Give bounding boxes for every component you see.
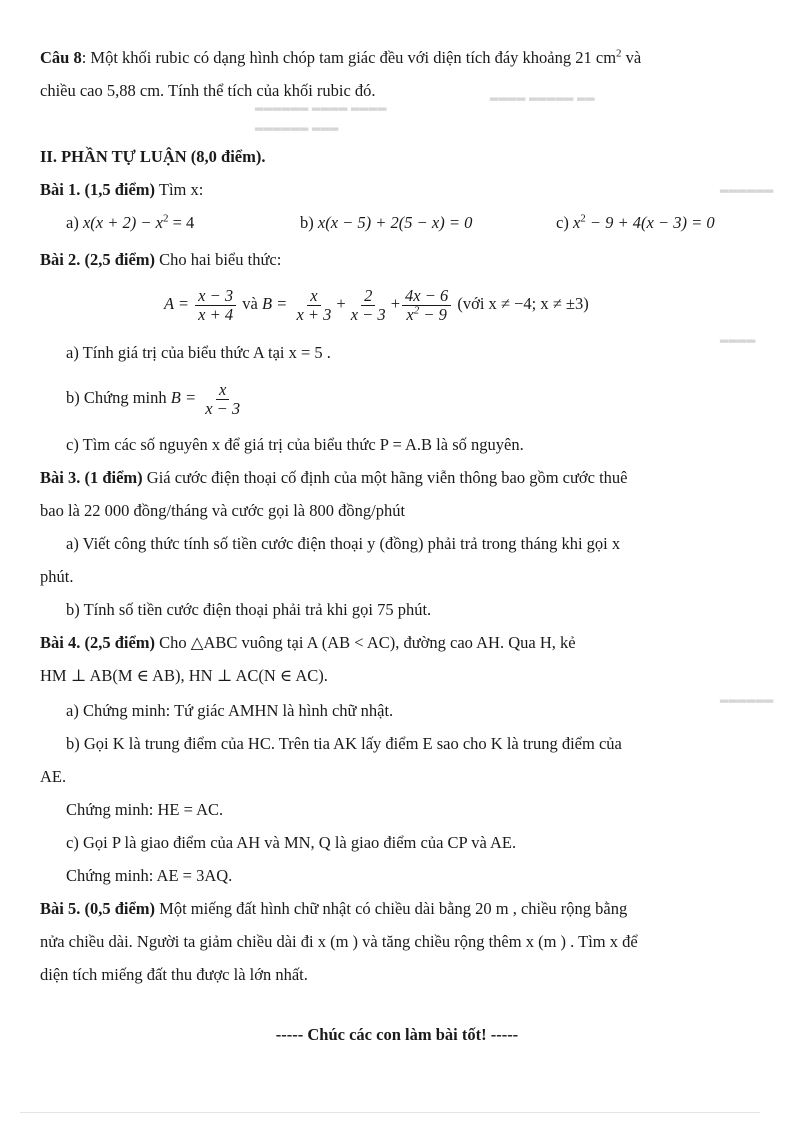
bai1-part-a: a) $x(x + 2) - x^2 = 4$ <box>66 212 195 232</box>
bai3-part-a-line-2: phút. <box>40 567 74 586</box>
bai2-formula-row: A = $\frac{x - 3}{x + 4}$ và B = $\frac{x}{x + 3}$ + $\frac{2}{x - 3}$ + $\frac{4x - 6}{x^2 - 9}$ (với x ≠ −4; x ≠ ±3) <box>164 285 589 324</box>
bleed-through-text: ▂▂▂▂▂▂ ▂▂▂▂ ▂▂▂▂ <box>255 99 387 111</box>
bai5-line-1: Bài 5. (0,5 điểm) Một miếng đất hình chữ nhật có chiều dài bằng 20 m , chiều rộng bằng <box>40 899 628 918</box>
bai2-heading: Bài 2. (2,5 điểm) Cho hai biểu thức: <box>40 250 282 269</box>
bai1-part-c: c) $x^2 - 9 + 4(x - 3) = 0$ <box>556 212 715 232</box>
bai4-part-c-line-1: c) Gọi P là giao điểm của AH và MN, Q là giao điểm của CP và AE. <box>66 833 517 852</box>
bai3-label: Bài 3. (1 điểm) <box>40 468 143 487</box>
bai3-line-2: bao là 22 000 đồng/tháng và cước gọi là 800 đồng/phút <box>40 501 406 520</box>
bai4-line-2: HM ⊥ AB(M ∈ AB), HN ⊥ AC(N ∈ AC). <box>40 666 328 685</box>
bai4-part-c-line-2: Chứng minh: AE = 3AQ. <box>66 866 233 885</box>
fraction-B-simplified: $\frac{x}{x - 3}$ <box>205 379 241 418</box>
fraction-B-term1: $\frac{x}{x + 3}$ <box>296 285 332 324</box>
bai5-line-2: nửa chiều dài. Người ta giảm chiều dài đi x (m ) và tăng chiều rộng thêm x (m ) . Tìm x để <box>40 932 638 951</box>
q8-line-2: chiều cao 5,88 cm. Tính thể tích của khối rubic đó. <box>40 81 376 100</box>
fraction-A: $\frac{x - 3}{x + 4}$ <box>195 287 236 324</box>
bai4-part-b-line-1: b) Gọi K là trung điểm của HC. Trên tia AK lấy điểm E sao cho K là trung điểm của <box>66 734 622 753</box>
bai2-part-a: a) Tính giá trị của biểu thức A tại x = 5 . <box>66 343 331 362</box>
bai2-condition: (với x ≠ −4; x ≠ ±3) <box>457 294 589 313</box>
bai2-part-c: c) Tìm các số nguyên x để giá trị của biểu thức P = A.B là số nguyên. <box>66 435 524 454</box>
bai3-part-b: b) Tính số tiền cước điện thoại phải trả khi gọi 75 phút. <box>66 600 432 619</box>
bleed-through-text: ▂▂▂▂ ▂▂▂▂▂ ▂▂ <box>490 89 596 101</box>
bai4-part-a: a) Chứng minh: Tứ giác AMHN là hình chữ nhật. <box>66 701 394 720</box>
bai1-heading: Bài 1. (1,5 điểm) Tìm x: <box>40 180 204 199</box>
bai3-part-a-line-1: a) Viết công thức tính số tiền cước điện thoại y (đồng) phải trả trong tháng khi gọi x <box>66 534 621 553</box>
bleed-through-text: ▂▂▂▂▂▂ ▂▂▂ <box>255 119 339 131</box>
bleed-through-text: ▂▂▂▂ <box>720 331 756 343</box>
bai4-line-1: Bài 4. (2,5 điểm) Cho △ABC vuông tại A (AB < AC), đường cao AH. Qua H, kẻ <box>40 633 576 652</box>
bleed-through-text: ▂▂▂▂▂▂ <box>720 181 774 193</box>
q8-line-1: Câu 8: Một khối rubic có dạng hình chóp tam giác đều với diện tích đáy khoảng 21 $cm^2$ và <box>40 47 642 67</box>
bleed-through-text: ▂▂▂▂▂▂ <box>720 691 774 703</box>
closing-message: ----- Chúc các con làm bài tốt! ----- <box>275 1025 519 1044</box>
bai1-label: Bài 1. (1,5 điểm) <box>40 180 156 199</box>
bai5-label: Bài 5. (0,5 điểm) <box>40 899 156 918</box>
fraction-B-term2: $\frac{2}{x - 3}$ <box>350 285 386 324</box>
bai4-label: Bài 4. (2,5 điểm) <box>40 633 156 652</box>
section-title: II. PHẦN TỰ LUẬN (8,0 điểm). <box>40 147 266 166</box>
bai3-line-1: Bài 3. (1 điểm) Giá cước điện thoại cố định của một hãng viễn thông bao gồm cước thuê <box>40 468 628 487</box>
bai5-line-3: diện tích miếng đất thu được là lớn nhất. <box>40 965 308 984</box>
q8-label: Câu 8 <box>40 48 82 67</box>
fraction-B-term3: $\frac{4x - 6}{x^2 - 9}$ <box>402 287 451 324</box>
bai2-label: Bài 2. (2,5 điểm) <box>40 250 156 269</box>
bai4-part-b-line-2: AE. <box>40 767 67 786</box>
bai2-part-b: b) Chứng minh B = $\frac{x}{x - 3}$ <box>66 376 245 420</box>
bai4-part-b-line-3: Chứng minh: HE = AC. <box>66 800 224 819</box>
bai1-part-b: b) x(x − 5) + 2(5 − x) = 0 <box>300 213 473 232</box>
scan-edge-line <box>20 1112 760 1113</box>
